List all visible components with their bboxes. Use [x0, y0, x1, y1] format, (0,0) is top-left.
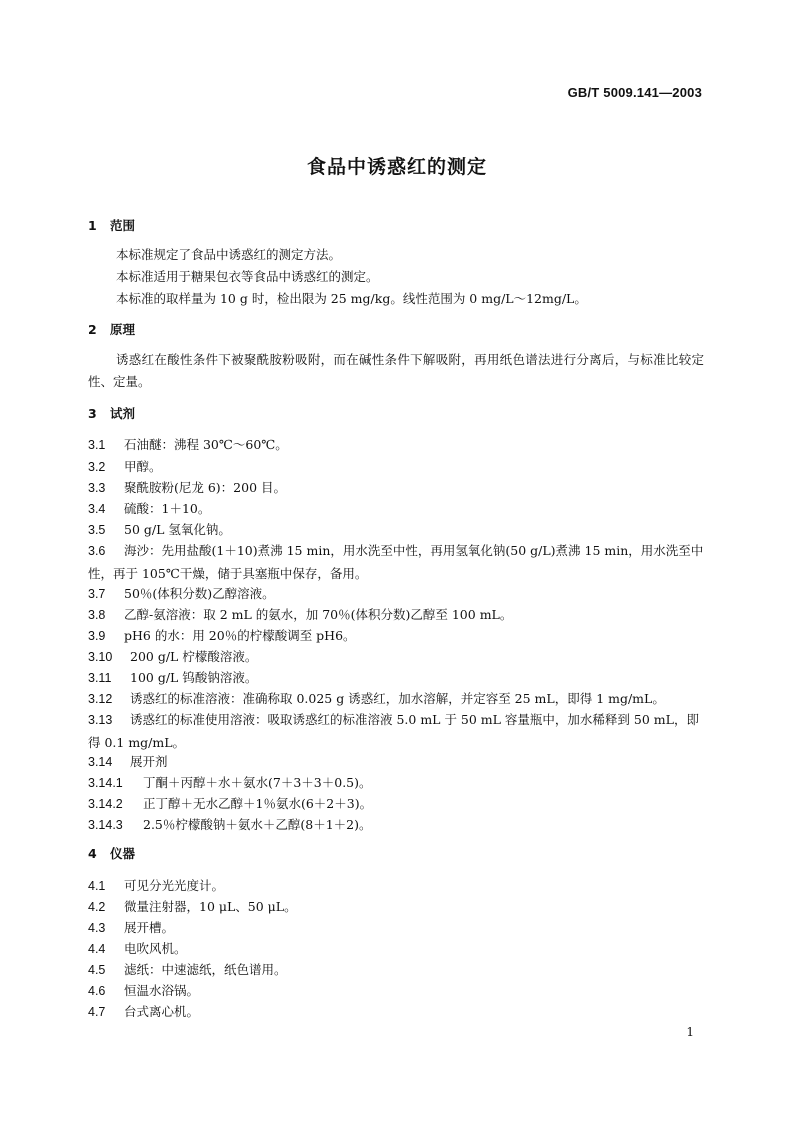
item-text: 2.5％柠檬酸钠＋氨水＋乙醇(8＋1＋2)。 [143, 817, 372, 832]
item-text: 海沙：先用盐酸(1＋10)煮沸 15 min，用水洗至中性，再用氢氧化钠(50 g/L)煮沸 15 min，用水洗至中性，再于 105℃干燥，储于具塞瓶中保存，备用。 [88, 543, 704, 581]
item-number: 4.1 [88, 879, 106, 893]
item-number: 3.13 [88, 713, 113, 727]
item-text: 可见分光光度计。 [124, 878, 225, 893]
reagent-item [88, 498, 704, 521]
item-text: 丁酮＋丙醇＋水＋氨水(7＋3＋3＋0.5)。 [143, 775, 372, 790]
item-text: 诱惑红的标准使用溶液：吸取诱惑红的标准溶液 5.0 mL 于 50 mL 容量瓶中，加水稀释到 50 mL，即得 0.1 mg/mL。 [88, 712, 699, 750]
item-number: 4.2 [88, 900, 106, 914]
reagent-item [88, 434, 704, 457]
item-text: 100 g/L 钨酸钠溶液。 [130, 670, 258, 685]
item-number: 3.10 [88, 650, 113, 664]
reagent-item [88, 540, 704, 584]
item-number: 4.4 [88, 942, 106, 956]
instrument-item [88, 980, 704, 1003]
item-number: 3.14.1 [88, 776, 123, 790]
standard-code: GB/T 5009.141—2003 [567, 85, 702, 100]
section-heading-scope [88, 218, 135, 234]
section-number: 3 [88, 406, 97, 421]
item-text: 台式离心机。 [124, 1004, 200, 1019]
section-title: 仪器 [110, 846, 136, 861]
section-heading-instruments [88, 846, 135, 862]
item-number: 3.7 [88, 587, 106, 601]
item-text: 诱惑红的标准溶液：准确称取 0.025 g 诱惑红，加水溶解，并定容至 25 mL，即得 1 mg/mL。 [130, 691, 665, 706]
section-title: 原理 [110, 322, 136, 337]
item-text: 展开剂 [130, 754, 168, 769]
item-text: 甲醇。 [124, 459, 162, 474]
item-number: 4.6 [88, 984, 106, 998]
principle-paragraph: 诱惑红在酸性条件下被聚酰胺粉吸附，而在碱性条件下解吸附，再用纸色谱法进行分离后，与标准比较定性、定量。 [88, 352, 704, 389]
item-text: 200 g/L 柠檬酸溶液。 [130, 649, 258, 664]
item-number: 3.4 [88, 502, 106, 516]
section-title: 范围 [110, 218, 136, 233]
scope-line: 本标准适用于糖果包衣等食品中诱惑红的测定。 [116, 269, 379, 284]
reagent-item [88, 604, 704, 627]
item-number: 3.12 [88, 692, 113, 706]
reagent-item [88, 688, 704, 711]
item-text: 50％(体积分数)乙醇溶液。 [124, 586, 275, 601]
item-text: 恒温水浴锅。 [124, 983, 200, 998]
item-number: 3.5 [88, 523, 106, 537]
reagent-item [88, 667, 704, 690]
instrument-item [88, 1001, 704, 1024]
instrument-item [88, 917, 704, 940]
item-text: 硫酸：1＋10。 [124, 501, 211, 516]
section-number: 1 [88, 218, 97, 233]
item-text: 石油醚：沸程 30℃～60℃。 [124, 437, 288, 452]
item-text: 微量注射器，10 μL、50 μL。 [124, 899, 297, 914]
page-title: 食品中诱惑红的测定 [306, 156, 487, 178]
page-number: 1 [686, 1025, 694, 1039]
item-number: 3.14.3 [88, 818, 123, 832]
reagent-item [88, 751, 704, 774]
reagent-item [88, 793, 704, 816]
item-number: 4.7 [88, 1005, 106, 1019]
item-number: 3.14 [88, 755, 113, 769]
item-text: 正丁醇＋无水乙醇＋1％氨水(6＋2＋3)。 [143, 796, 373, 811]
item-text: 展开槽。 [124, 920, 175, 935]
item-number: 3.6 [88, 544, 106, 558]
scope-line: 本标准规定了食品中诱惑红的测定方法。 [116, 247, 342, 262]
item-number: 4.3 [88, 921, 106, 935]
item-text: 50 g/L 氢氧化钠。 [124, 522, 231, 537]
instrument-item [88, 875, 704, 898]
item-number: 3.9 [88, 629, 106, 643]
item-number: 3.3 [88, 481, 106, 495]
reagent-item [88, 625, 704, 648]
reagent-item [88, 583, 704, 606]
section-number: 2 [88, 322, 97, 337]
reagent-item [88, 519, 704, 542]
item-number: 4.5 [88, 963, 106, 977]
section-heading-reagents [88, 406, 135, 422]
item-number: 3.8 [88, 608, 106, 622]
section-title: 试剂 [110, 406, 136, 421]
item-number: 3.11 [88, 671, 112, 685]
item-number: 3.2 [88, 460, 106, 474]
reagent-item [88, 477, 704, 500]
reagent-item [88, 709, 704, 753]
section-heading-principle [88, 322, 135, 338]
item-text: 乙醇-氨溶液：取 2 mL 的氨水，加 70％(体积分数)乙醇至 100 mL。 [124, 607, 513, 622]
instrument-item [88, 896, 704, 919]
item-number: 3.14.2 [88, 797, 123, 811]
item-text: 电吹风机。 [124, 941, 187, 956]
reagent-item [88, 814, 704, 837]
item-text: 滤纸：中速滤纸，纸色谱用。 [124, 962, 287, 977]
instrument-item [88, 938, 704, 961]
scope-line: 本标准的取样量为 10 g 时，检出限为 25 mg/kg。线性范围为 0 mg/L～12mg/L。 [116, 291, 587, 306]
reagent-item [88, 456, 704, 479]
section-number: 4 [88, 846, 97, 861]
instrument-item [88, 959, 704, 982]
item-text: pH6 的水：用 20％的柠檬酸调至 pH6。 [124, 628, 356, 643]
item-text: 聚酰胺粉(尼龙 6)：200 目。 [124, 480, 287, 495]
item-number: 3.1 [88, 438, 106, 452]
reagent-item [88, 646, 704, 669]
reagent-item [88, 772, 704, 795]
